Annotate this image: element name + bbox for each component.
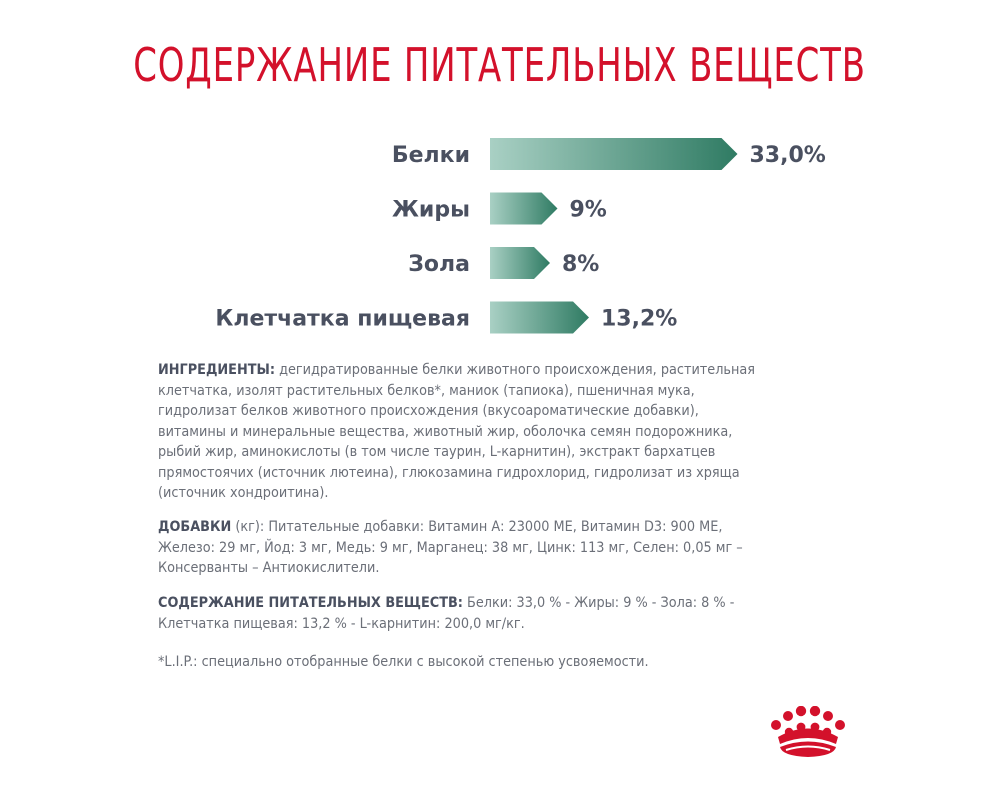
ingredients-line: (источник хондроитина). [158,485,329,501]
ingredients-line: рыбий жир, аминокислоты (в том числе таурин, L-карнитин), экстракт бархатцев [158,444,716,460]
additives-paragraph [158,517,848,579]
bar [490,138,738,170]
value-label: 8% [562,252,600,277]
category-label: Зола [408,252,470,277]
additives-line: Питательные добавки: Витамин А: 23000 МЕ, Витамин D3: 900 МЕ, [268,519,723,535]
bar [490,247,550,279]
royal-canin-crown-icon [764,706,854,761]
ingredients-line: витамины и минеральные вещества, животный жир, оболочка семян подорожника, [158,423,733,440]
value-label: 13,2% [601,306,678,332]
ingredients-paragraph [158,360,848,504]
nutrients-label: СОДЕРЖАНИЕ ПИТАТЕЛЬНЫХ ВЕЩЕСТВ: [158,595,463,611]
nutrient-bar-chart [0,0,999,345]
additives-unit: (кг): [235,519,265,535]
additives-line: Железо: 29 мг, Йод: 3 мг, Медь: 9 мг, Марганец: 38 мг, Цинк: 113 мг, Селен: 0,05 мг – [158,539,743,556]
bar [490,193,558,225]
ingredients-line: клетчатка, изолят растительных белков*, маниок (тапиока), пшеничная мука, [158,382,695,399]
additives-line: Консерванты – Антиокислители. [158,560,380,576]
page-title: СОДЕРЖАНИЕ ПИТАТЕЛЬНЫХ ВЕЩЕСТВ [133,38,866,92]
bar [490,302,589,334]
additives-label: ДОБАВКИ [158,519,232,535]
ingredients-line: гидролизат белков животного происхождения (вкусоароматические добавки), [158,403,699,419]
category-label: Жиры [392,197,470,223]
ingredients-line: дегидратированные белки животного происхождения, растительная [279,362,756,378]
value-label: 33,0% [749,143,826,168]
nutrients-line: Белки: 33,0 % - Жиры: 9 % - Зола: 8 % - [467,595,735,611]
nutrients-paragraph [158,593,848,634]
footnote: *L.I.P.: специально отобранные белки с высокой степенью усвояемости. [158,654,649,670]
category-label: Клетчатка пищевая [215,306,470,332]
category-label: Белки [391,143,470,168]
nutrients-line: Клетчатка пищевая: 13,2 % - L-карнитин: 200,0 мг/кг. [158,615,525,632]
ingredients-line: прямостоячих (источник лютеина), глюкозамина гидрохлорид, гидролизат из хряща [158,464,740,481]
ingredients-label: ИНГРЕДИЕНТЫ: [158,362,275,378]
value-label: 9% [569,197,607,223]
